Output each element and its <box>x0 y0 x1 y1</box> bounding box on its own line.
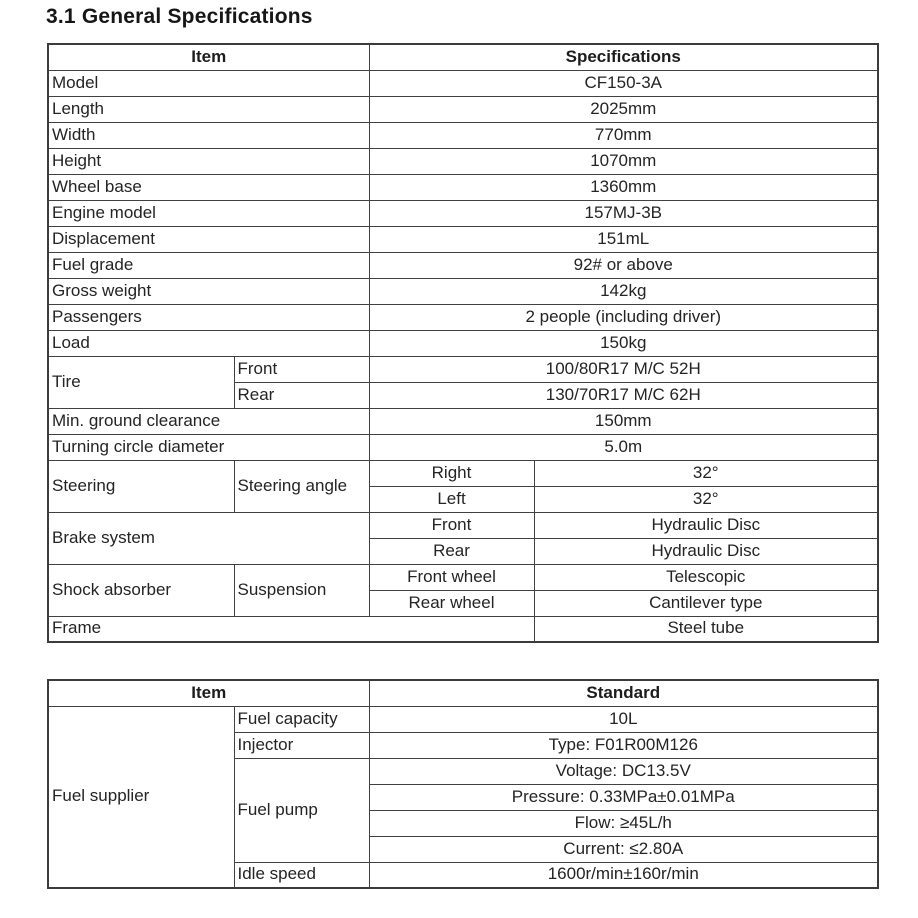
table-row <box>48 200 878 226</box>
table-row <box>48 408 878 434</box>
shock-front-label: Front wheel <box>369 564 534 590</box>
spec-value: 92# or above <box>369 252 878 278</box>
table-row <box>48 96 878 122</box>
tire-front-row <box>48 356 878 382</box>
fuel-pump-current-value: Current: ≤2.80A <box>369 836 878 862</box>
table-row <box>48 434 878 460</box>
spec-label: Turning circle diameter <box>48 434 369 460</box>
spec-value: 157MJ-3B <box>369 200 878 226</box>
table-row <box>48 226 878 252</box>
fuel-capacity-value: 10L <box>369 706 878 732</box>
steering-left-value: 32° <box>534 486 878 512</box>
shock-absorber-label: Shock absorber <box>48 564 234 616</box>
injector-label: Injector <box>234 732 369 758</box>
page-title: 3.1 General Specifications <box>46 5 313 28</box>
spec-label: Load <box>48 330 369 356</box>
fuel-system-table <box>47 679 879 889</box>
steering-left-label: Left <box>369 486 534 512</box>
spec-label: Height <box>48 148 369 174</box>
steering-right-value: 32° <box>534 460 878 486</box>
spec-label: Length <box>48 96 369 122</box>
table-row <box>48 174 878 200</box>
spec-value: 2025mm <box>369 96 878 122</box>
table-header-row <box>48 680 878 706</box>
injector-value: Type: F01R00M126 <box>369 732 878 758</box>
fuel-capacity-label: Fuel capacity <box>234 706 369 732</box>
fuel-pump-flow-value: Flow: ≥45L/h <box>369 810 878 836</box>
table-row <box>48 278 878 304</box>
tire-label: Tire <box>48 356 234 408</box>
spec-label: Fuel grade <box>48 252 369 278</box>
shock-front-value: Telescopic <box>534 564 878 590</box>
spec-value: 151mL <box>369 226 878 252</box>
spec-label: Model <box>48 70 369 96</box>
spec-value: 150kg <box>369 330 878 356</box>
fuel-supplier-label: Fuel supplier <box>48 706 234 888</box>
brake-front-value: Hydraulic Disc <box>534 512 878 538</box>
spec-label: Width <box>48 122 369 148</box>
steering-angle-label: Steering angle <box>234 460 369 512</box>
steering-right-row <box>48 460 878 486</box>
fuel-pump-label: Fuel pump <box>234 758 369 862</box>
column-header-item: Item <box>48 44 369 70</box>
column-header-item: Item <box>48 680 369 706</box>
column-header-specifications: Specifications <box>369 44 878 70</box>
spec-label: Passengers <box>48 304 369 330</box>
frame-value: Steel tube <box>534 616 878 642</box>
spec-value: 142kg <box>369 278 878 304</box>
shock-rear-label: Rear wheel <box>369 590 534 616</box>
table-header-row <box>48 44 878 70</box>
table-row <box>48 252 878 278</box>
spec-label: Wheel base <box>48 174 369 200</box>
spec-label: Min. ground clearance <box>48 408 369 434</box>
table-row <box>48 148 878 174</box>
spec-value: 770mm <box>369 122 878 148</box>
spec-value: CF150-3A <box>369 70 878 96</box>
suspension-label: Suspension <box>234 564 369 616</box>
spec-value: 150mm <box>369 408 878 434</box>
spec-value: 5.0m <box>369 434 878 460</box>
table-row <box>48 70 878 96</box>
spec-value: 1360mm <box>369 174 878 200</box>
brake-front-row <box>48 512 878 538</box>
table-row <box>48 304 878 330</box>
brake-rear-label: Rear <box>369 538 534 564</box>
frame-row <box>48 616 878 642</box>
tire-rear-value: 130/70R17 M/C 62H <box>369 382 878 408</box>
spec-label: Engine model <box>48 200 369 226</box>
brake-system-label: Brake system <box>48 512 369 564</box>
tire-front-value: 100/80R17 M/C 52H <box>369 356 878 382</box>
idle-speed-label: Idle speed <box>234 862 369 888</box>
fuel-capacity-row <box>48 706 878 732</box>
frame-label: Frame <box>48 616 534 642</box>
steering-label: Steering <box>48 460 234 512</box>
fuel-pump-voltage-value: Voltage: DC13.5V <box>369 758 878 784</box>
fuel-pump-pressure-value: Pressure: 0.33MPa±0.01MPa <box>369 784 878 810</box>
spec-value: 2 people (including driver) <box>369 304 878 330</box>
spec-label: Gross weight <box>48 278 369 304</box>
table-row <box>48 330 878 356</box>
brake-rear-value: Hydraulic Disc <box>534 538 878 564</box>
general-specifications-table <box>47 43 879 643</box>
idle-speed-value: 1600r/min±160r/min <box>369 862 878 888</box>
tire-rear-label: Rear <box>234 382 369 408</box>
shock-rear-value: Cantilever type <box>534 590 878 616</box>
table-row <box>48 122 878 148</box>
steering-right-label: Right <box>369 460 534 486</box>
spec-value: 1070mm <box>369 148 878 174</box>
tire-front-label: Front <box>234 356 369 382</box>
brake-front-label: Front <box>369 512 534 538</box>
spec-label: Displacement <box>48 226 369 252</box>
column-header-standard: Standard <box>369 680 878 706</box>
shock-front-row <box>48 564 878 590</box>
